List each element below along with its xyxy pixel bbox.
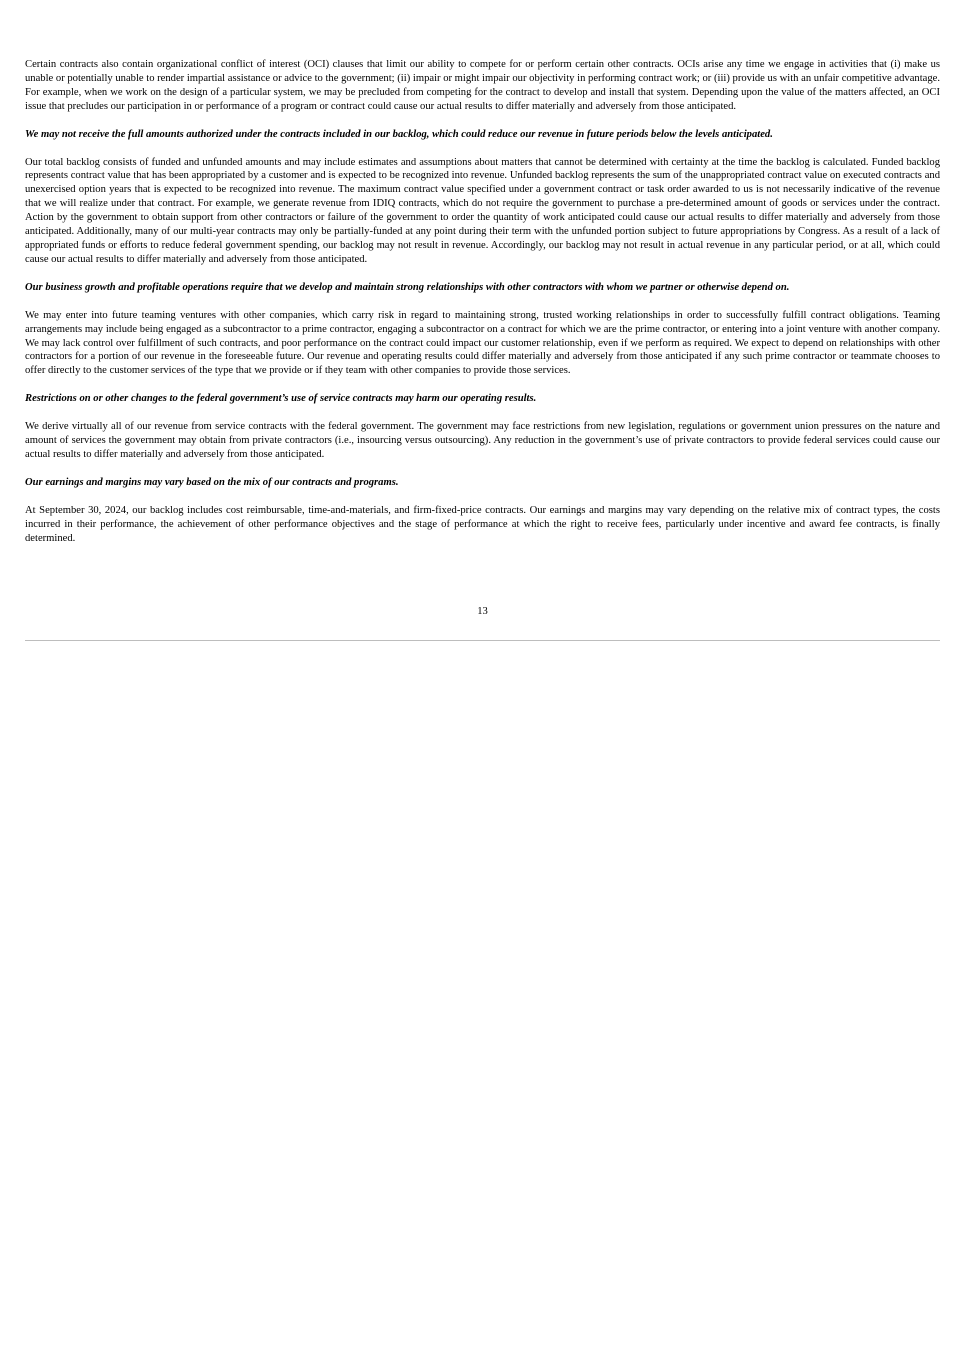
- heading-contractor-relationships: Our business growth and profitable operations require that we develop and maintain strong relationships with other contractors with whom we partner or otherwise depend on.: [25, 281, 790, 293]
- paragraph-service-contracts: We derive virtually all of our revenue from service contracts with the federal government. The government may face restrictions from new legislation, regulations or government union pressures on the nature and amount of services the government may obtain from private contractors (i.e., insourcing versus outsourcing). Any reduction in the government’s use of private contractors to provide federal services could cause our actual results to differ materially and adversely from those anticipated.: [25, 421, 940, 460]
- paragraph-backlog: Our total backlog consists of funded and unfunded amounts and may include estimates and assumptions about matters that cannot be determined with certainty at the time the backlog is calculated. Funded backlog represents contract value that has been appropriated by a customer and is expected to be recognized into revenue. Unfunded backlog represents the sum of the unappropriated contract value on executed contracts and unexercised option years that is expected to be recognized into revenue. The maximum contract value specified under a government contract or task order awarded to us is not necessarily indicative of the revenue that we will realize under that contract. For example, we generate revenue from IDIQ contracts, which do not require the government to purchase a pre-determined amount of goods or services under the contract. Action by the government to obtain support from other contractors or failure of the government to order the quantity of work anticipated could cause our actual results to differ materially and adversely from those anticipated. Additionally, many of our multi-year contracts may only be partially-funded at any point during their term with the unfunded portion subject to future appropriations by Congress. As a result of a lack of appropriated funds or efforts to reduce federal government spending, our backlog may not result in revenue. Accordingly, our backlog may not result in actual revenue in any particular period, or at all, which could cause our actual results to differ materially and adversely from those anticipated.: [25, 156, 940, 265]
- document-body: [25, 58, 940, 545]
- heading-earnings-margins: Our earnings and margins may vary based on the mix of our contracts and programs.: [25, 476, 399, 488]
- page-divider: [25, 640, 940, 641]
- page-number: 13: [477, 606, 488, 617]
- heading-service-contract-restrictions: Restrictions on or other changes to the federal government’s use of service contracts may harm our operating results.: [25, 393, 537, 405]
- paragraph-contract-mix: At September 30, 2024, our backlog includes cost reimbursable, time-and-materials, and firm-fixed-price contracts. Our earnings and margins may vary depending on the relative mix of contract types, the costs incurred in their performance, the achievement of other performance objectives and the stage of performance at which the right to receive fees, particularly under incentive and award fee contracts, is finally determined.: [25, 504, 940, 544]
- paragraph-teaming: We may enter into future teaming ventures with other companies, which carry risk in regard to maintaining strong, trusted working relationships in order to successfully fulfill contract obligations. Teaming arrangements may include being engaged as a subcontractor to a prime contractor, engaging a subcontractor on a contract for which we are the prime contractor, or entering into a joint venture with another company. We may lack control over fulfillment of such contracts, and poor performance on the contract could impact our customer relationship, even if we perform as required. We expect to depend on relationships with other contractors for a portion of our revenue in the foreseeable future. Our revenue and operating results could differ materially and adversely from those anticipated if any such prime contractor or teammate chooses to offer directly to the customer services of the type that we provide or if they team with other companies to provide those services.: [25, 309, 940, 377]
- paragraph-oci-clauses: Certain contracts also contain organizational conflict of interest (OCI) clauses that limit our ability to compete for or perform certain other contracts. OCIs arise any time we engage in activities that (i) make us unable or potentially unable to render impartial assistance or advice to the government; (ii) impair or might impair our objectivity in performing contract work; or (iii) provide us with an unfair competitive advantage. For example, when we work on the design of a particular system, we may be precluded from competing for the contract to develop and install that system. Depending upon the value of the matters affected, an OCI issue that precludes our participation in or performance of a program or contract could cause our actual results to differ materially and adversely from those anticipated.: [25, 59, 940, 112]
- heading-backlog-risk: We may not receive the full amounts authorized under the contracts included in our backlog, which could reduce our revenue in future periods below the levels anticipated.: [25, 128, 773, 140]
